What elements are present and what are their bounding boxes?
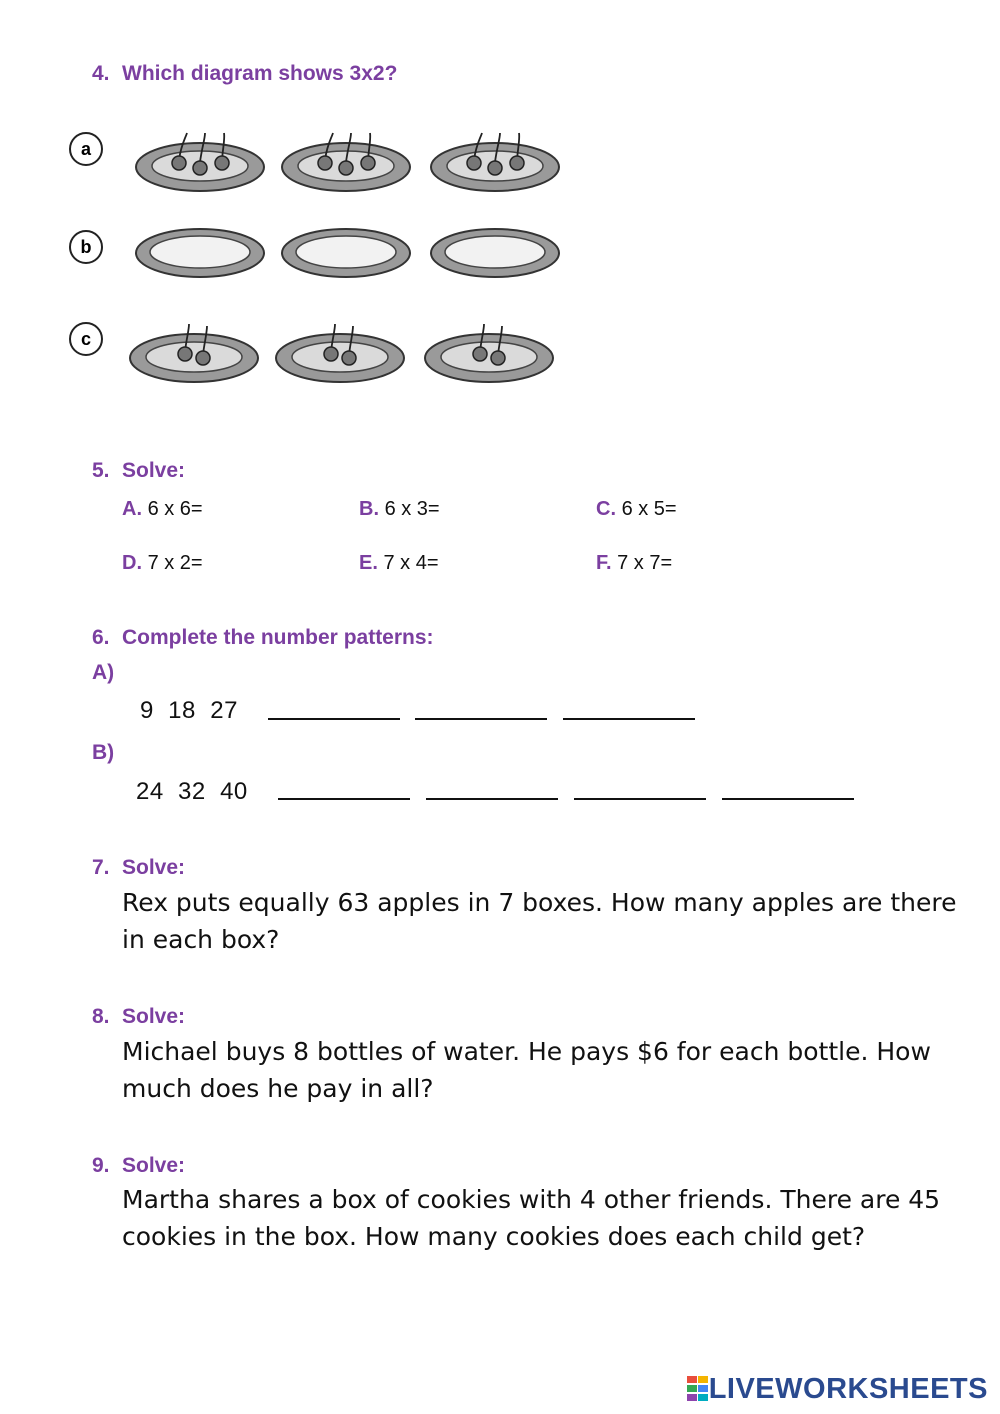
q5-item-expr: 6 x 5= [621, 498, 677, 520]
q5-item-label: D. [122, 552, 142, 574]
option-c-label[interactable] [68, 321, 104, 357]
pattern-a-blank-2[interactable] [415, 718, 547, 720]
liveworksheets-logo [687, 1374, 988, 1404]
q5-item-expr: 7 x 2= [147, 552, 203, 574]
q4-heading [92, 62, 397, 86]
option-b-diagram[interactable] [125, 220, 570, 285]
pattern-a-sequence: 9 18 27 [140, 697, 238, 724]
option-b-label[interactable] [68, 229, 104, 265]
plate-with-cherries [431, 133, 559, 191]
plate-with-cherries [130, 324, 258, 382]
q5-item-a [122, 498, 203, 521]
q5-item-e [359, 552, 439, 575]
q5-item-expr: 7 x 7= [617, 552, 673, 574]
empty-plate [136, 229, 264, 277]
q5-number: 5. [92, 459, 110, 482]
q5-item-f [596, 552, 672, 575]
pattern-b-blank-1[interactable] [278, 798, 410, 800]
q5-item-b [359, 498, 440, 521]
q9-heading [92, 1154, 185, 1178]
q7-title: Solve: [122, 856, 186, 879]
q8-heading [92, 1005, 185, 1029]
q6-number: 6. [92, 626, 110, 649]
option-c-letter: c [80, 329, 92, 349]
q5-title: Solve: [122, 459, 186, 482]
q5-item-label: E. [359, 552, 378, 574]
q7-heading [92, 856, 185, 880]
q5-item-label: A. [122, 498, 142, 520]
option-a-letter: a [80, 139, 92, 159]
q4-number: 4. [92, 62, 110, 85]
plate-with-cherries [136, 133, 264, 191]
q5-item-label: F. [596, 552, 612, 574]
q5-item-expr: 6 x 6= [147, 498, 203, 520]
plate-with-cherries [425, 324, 553, 382]
q5-item-expr: 6 x 3= [384, 498, 440, 520]
q6-title: Complete the number patterns: [122, 626, 434, 649]
pattern-a-blank-1[interactable] [268, 718, 400, 720]
q5-item-c [596, 498, 677, 521]
liveworksheets-icon [687, 1376, 709, 1402]
option-c-diagram[interactable] [125, 318, 570, 388]
q9-text: Martha shares a box of cookies with 4 other friends. There are 45 cookies in the box. How many cookies does each child get? [122, 1185, 941, 1251]
pattern-b-blank-4[interactable] [722, 798, 854, 800]
option-a-label[interactable] [68, 131, 104, 167]
q8-text: Michael buys 8 bottles of water. He pays $6 for each bottle. How much does he pay in all? [122, 1037, 931, 1103]
q8-number: 8. [92, 1005, 110, 1028]
plate-with-cherries [282, 133, 410, 191]
q9-number: 9. [92, 1154, 110, 1177]
q7-number: 7. [92, 856, 110, 879]
q4-title: Which diagram shows 3x2? [122, 62, 398, 85]
option-a-diagram[interactable] [125, 125, 570, 195]
q8-title: Solve: [122, 1005, 186, 1028]
empty-plate [431, 229, 559, 277]
pattern-b-sequence: 24 32 40 [136, 778, 248, 805]
q9-title: Solve: [122, 1154, 186, 1177]
plate-with-cherries [276, 324, 404, 382]
empty-plate [282, 229, 410, 277]
option-b-letter: b [80, 237, 92, 257]
q5-item-label: C. [596, 498, 616, 520]
q6-heading [92, 626, 434, 650]
pattern-a-blank-3[interactable] [563, 718, 695, 720]
pattern-b-blank-2[interactable] [426, 798, 558, 800]
brand-name: LIVEWORKSHEETS [708, 1372, 988, 1405]
pattern-b-blank-3[interactable] [574, 798, 706, 800]
pattern-a-label: A) [92, 661, 115, 684]
q7-text: Rex puts equally 63 apples in 7 boxes. How many apples are there in each box? [122, 888, 957, 954]
q5-item-d [122, 552, 203, 575]
pattern-b-label: B) [92, 741, 115, 764]
q5-heading [92, 459, 185, 483]
q5-item-expr: 7 x 4= [383, 552, 439, 574]
q5-item-label: B. [359, 498, 379, 520]
